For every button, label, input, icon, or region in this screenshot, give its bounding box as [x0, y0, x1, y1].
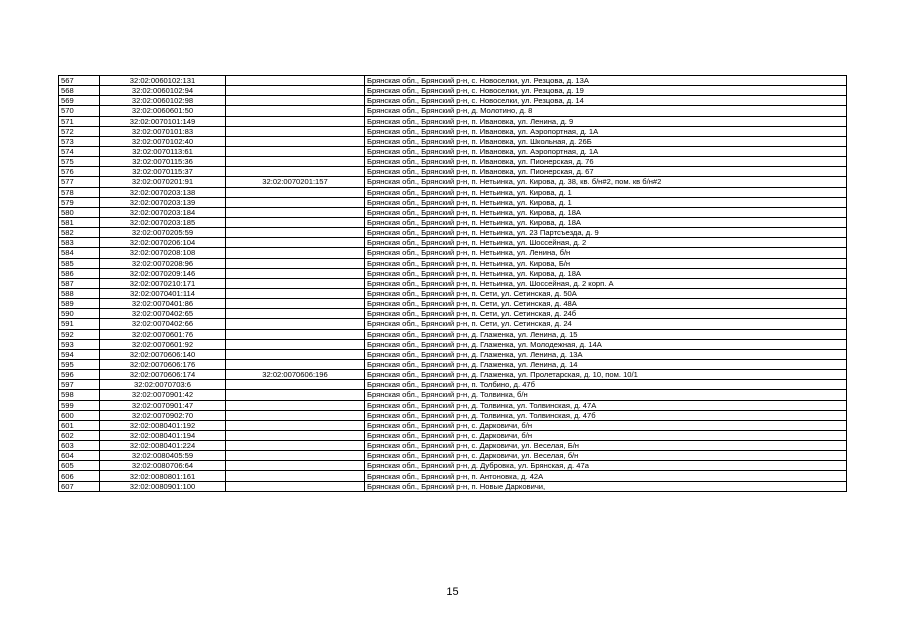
row-number-cell: 587 — [59, 278, 100, 288]
cadastral-number-cell: 32:02:0070101:149 — [100, 116, 226, 126]
cadastral-number-cell: 32:02:0070203:185 — [100, 217, 226, 227]
related-cadastral-number-cell — [226, 319, 365, 329]
row-number-cell: 590 — [59, 309, 100, 319]
related-cadastral-number-cell — [226, 217, 365, 227]
cadastral-number-cell: 32:02:0070203:139 — [100, 197, 226, 207]
cadastral-number-cell: 32:02:0070208:96 — [100, 258, 226, 268]
related-cadastral-number-cell — [226, 420, 365, 430]
cadastral-number-cell: 32:02:0070113:61 — [100, 146, 226, 156]
row-number-cell: 575 — [59, 157, 100, 167]
row-number-cell: 588 — [59, 288, 100, 298]
related-cadastral-number-cell — [226, 96, 365, 106]
related-cadastral-number-cell — [226, 481, 365, 491]
table-row — [59, 299, 847, 309]
table-row — [59, 390, 847, 400]
address-cell: Брянская обл., Брянский р-н, п. Нетьинка, ул. Кирова, д. 1 — [365, 187, 847, 197]
row-number-cell: 598 — [59, 390, 100, 400]
page-number: 15 — [446, 586, 459, 598]
table-row — [59, 167, 847, 177]
related-cadastral-number-cell — [226, 258, 365, 268]
address-cell: Брянская обл., Брянский р-н, д. Молотино, д. 8 — [365, 106, 847, 116]
row-number-cell: 604 — [59, 451, 100, 461]
table-row — [59, 126, 847, 136]
registry-table-body — [59, 76, 847, 492]
address-cell: Брянская обл., Брянский р-н, д. Глаженка, ул. Пролетарская, д. 10, пом. 10/1 — [365, 370, 847, 380]
cadastral-number-cell: 32:02:0070102:40 — [100, 136, 226, 146]
row-number-cell: 569 — [59, 96, 100, 106]
registry-table — [58, 75, 847, 492]
address-cell: Брянская обл., Брянский р-н, д. Глаженка, ул. Ленина, д. 13А — [365, 349, 847, 359]
related-cadastral-number-cell — [226, 461, 365, 471]
address-cell: Брянская обл., Брянский р-н, п. Нетьинка, ул. Ленина, б/н — [365, 248, 847, 258]
table-row — [59, 248, 847, 258]
address-cell: Брянская обл., Брянский р-н, п. Нетьинка, ул. Кирова, д. 38, кв. б/н#2, пом. кв б/н#2 — [365, 177, 847, 187]
cadastral-number-cell: 32:02:0070606:174 — [100, 370, 226, 380]
related-cadastral-number-cell: 32:02:0070201:157 — [226, 177, 365, 187]
related-cadastral-number-cell — [226, 390, 365, 400]
cadastral-number-cell: 32:02:0070902:70 — [100, 410, 226, 420]
table-row — [59, 329, 847, 339]
table-row — [59, 420, 847, 430]
row-number-cell: 600 — [59, 410, 100, 420]
related-cadastral-number-cell — [226, 197, 365, 207]
table-row — [59, 177, 847, 187]
address-cell: Брянская обл., Брянский р-н, с. Новоселки, ул. Резцова, д. 13А — [365, 76, 847, 86]
address-cell: Брянская обл., Брянский р-н, п. Ивановка, ул. Пионерская, д. 76 — [365, 157, 847, 167]
cadastral-number-cell: 32:02:0070206:104 — [100, 238, 226, 248]
row-number-cell: 585 — [59, 258, 100, 268]
address-cell: Брянская обл., Брянский р-н, п. Сети, ул. Сетинская, д. 24б — [365, 309, 847, 319]
table-row — [59, 268, 847, 278]
related-cadastral-number-cell — [226, 157, 365, 167]
row-number-cell: 605 — [59, 461, 100, 471]
address-cell: Брянская обл., Брянский р-н, с. Новоселки, ул. Резцова, д. 19 — [365, 86, 847, 96]
cadastral-number-cell: 32:02:0060601:50 — [100, 106, 226, 116]
table-row — [59, 481, 847, 491]
table-row — [59, 207, 847, 217]
address-cell: Брянская обл., Брянский р-н, с. Новоселки, ул. Резцова, д. 14 — [365, 96, 847, 106]
cadastral-number-cell: 32:02:0070101:83 — [100, 126, 226, 136]
table-row — [59, 228, 847, 238]
row-number-cell: 599 — [59, 400, 100, 410]
row-number-cell: 602 — [59, 430, 100, 440]
cadastral-number-cell: 32:02:0070115:37 — [100, 167, 226, 177]
table-row — [59, 430, 847, 440]
related-cadastral-number-cell — [226, 349, 365, 359]
address-cell: Брянская обл., Брянский р-н, п. Ивановка, ул. Пионерская, д. 67 — [365, 167, 847, 177]
cadastral-number-cell: 32:02:0080405:59 — [100, 451, 226, 461]
row-number-cell: 577 — [59, 177, 100, 187]
table-row — [59, 157, 847, 167]
address-cell: Брянская обл., Брянский р-н, д. Дубровка, ул. Брянская, д. 47а — [365, 461, 847, 471]
related-cadastral-number-cell — [226, 228, 365, 238]
cadastral-number-cell: 32:02:0060102:98 — [100, 96, 226, 106]
row-number-cell: 584 — [59, 248, 100, 258]
row-number-cell: 593 — [59, 339, 100, 349]
row-number-cell: 589 — [59, 299, 100, 309]
table-row — [59, 187, 847, 197]
row-number-cell: 606 — [59, 471, 100, 481]
row-number-cell: 583 — [59, 238, 100, 248]
cadastral-number-cell: 32:02:0080901:100 — [100, 481, 226, 491]
address-cell: Брянская обл., Брянский р-н, д. Толвинка, ул. Толвинская, д. 47б — [365, 410, 847, 420]
address-cell: Брянская обл., Брянский р-н, с. Дарковичи, ул. Веселая, б/н — [365, 451, 847, 461]
address-cell: Брянская обл., Брянский р-н, п. Ивановка, ул. Аэропортная, д. 1А — [365, 146, 847, 156]
row-number-cell: 586 — [59, 268, 100, 278]
address-cell: Брянская обл., Брянский р-н, д. Глаженка, ул. Ленина, д. 14 — [365, 359, 847, 369]
cadastral-number-cell: 32:02:0070203:138 — [100, 187, 226, 197]
related-cadastral-number-cell — [226, 288, 365, 298]
related-cadastral-number-cell — [226, 359, 365, 369]
address-cell: Брянская обл., Брянский р-н, п. Нетьинка, ул. Шоссейная, д. 2 — [365, 238, 847, 248]
related-cadastral-number-cell — [226, 126, 365, 136]
row-number-cell: 607 — [59, 481, 100, 491]
address-cell: Брянская обл., Брянский р-н, п. Нетьинка, ул. 23 Партсъезда, д. 9 — [365, 228, 847, 238]
address-cell: Брянская обл., Брянский р-н, п. Ивановка, ул. Ленина, д. 9 — [365, 116, 847, 126]
address-cell: Брянская обл., Брянский р-н, п. Антоновка, д. 42А — [365, 471, 847, 481]
table-row — [59, 116, 847, 126]
cadastral-number-cell: 32:02:0070606:140 — [100, 349, 226, 359]
row-number-cell: 570 — [59, 106, 100, 116]
table-row — [59, 86, 847, 96]
cadastral-number-cell: 32:02:0070208:108 — [100, 248, 226, 258]
cadastral-number-cell: 32:02:0070210:171 — [100, 278, 226, 288]
address-cell: Брянская обл., Брянский р-н, п. Ивановка, ул. Школьная, д. 26Б — [365, 136, 847, 146]
table-row — [59, 217, 847, 227]
related-cadastral-number-cell — [226, 248, 365, 258]
related-cadastral-number-cell — [226, 309, 365, 319]
related-cadastral-number-cell — [226, 187, 365, 197]
address-cell: Брянская обл., Брянский р-н, п. Нетьинка, ул. Кирова, д. 18А — [365, 217, 847, 227]
table-row — [59, 258, 847, 268]
row-number-cell: 601 — [59, 420, 100, 430]
related-cadastral-number-cell — [226, 146, 365, 156]
address-cell: Брянская обл., Брянский р-н, п. Сети, ул. Сетинская, д. 50А — [365, 288, 847, 298]
related-cadastral-number-cell — [226, 410, 365, 420]
table-row — [59, 76, 847, 86]
table-row — [59, 471, 847, 481]
cadastral-number-cell: 32:02:0060102:131 — [100, 76, 226, 86]
cadastral-number-cell: 32:02:0070402:66 — [100, 319, 226, 329]
cadastral-number-cell: 32:02:0070201:91 — [100, 177, 226, 187]
address-cell: Брянская обл., Брянский р-н, п. Сети, ул. Сетинская, д. 24 — [365, 319, 847, 329]
cadastral-number-cell: 32:02:0060102:94 — [100, 86, 226, 96]
table-row — [59, 349, 847, 359]
address-cell: Брянская обл., Брянский р-н, п. Нетьинка, ул. Кирова, д. 1 — [365, 197, 847, 207]
row-number-cell: 597 — [59, 380, 100, 390]
address-cell: Брянская обл., Брянский р-н, п. Толбино, д. 47б — [365, 380, 847, 390]
table-row — [59, 136, 847, 146]
related-cadastral-number-cell — [226, 471, 365, 481]
address-cell: Брянская обл., Брянский р-н, п. Нетьинка, ул. Шоссейная, д. 2 корп. А — [365, 278, 847, 288]
related-cadastral-number-cell — [226, 329, 365, 339]
table-row — [59, 238, 847, 248]
table-row — [59, 461, 847, 471]
related-cadastral-number-cell — [226, 400, 365, 410]
related-cadastral-number-cell — [226, 238, 365, 248]
table-row — [59, 410, 847, 420]
table-row — [59, 197, 847, 207]
cadastral-number-cell: 32:02:0080706:64 — [100, 461, 226, 471]
cadastral-number-cell: 32:02:0070401:114 — [100, 288, 226, 298]
related-cadastral-number-cell — [226, 380, 365, 390]
table-row — [59, 96, 847, 106]
related-cadastral-number-cell: 32:02:0070606:196 — [226, 370, 365, 380]
table-row — [59, 106, 847, 116]
cadastral-number-cell: 32:02:0080401:192 — [100, 420, 226, 430]
related-cadastral-number-cell — [226, 106, 365, 116]
related-cadastral-number-cell — [226, 339, 365, 349]
cadastral-number-cell: 32:02:0070901:47 — [100, 400, 226, 410]
cadastral-number-cell: 32:02:0070203:184 — [100, 207, 226, 217]
cadastral-number-cell: 32:02:0070115:36 — [100, 157, 226, 167]
related-cadastral-number-cell — [226, 278, 365, 288]
related-cadastral-number-cell — [226, 86, 365, 96]
row-number-cell: 603 — [59, 441, 100, 451]
row-number-cell: 568 — [59, 86, 100, 96]
row-number-cell: 574 — [59, 146, 100, 156]
related-cadastral-number-cell — [226, 136, 365, 146]
address-cell: Брянская обл., Брянский р-н, с. Дарковичи, б/н — [365, 420, 847, 430]
table-row — [59, 451, 847, 461]
row-number-cell: 567 — [59, 76, 100, 86]
cadastral-number-cell: 32:02:0070601:92 — [100, 339, 226, 349]
cadastral-number-cell: 32:02:0070402:65 — [100, 309, 226, 319]
address-cell: Брянская обл., Брянский р-н, с. Дарковичи, б/н — [365, 430, 847, 440]
cadastral-number-cell: 32:02:0070703:6 — [100, 380, 226, 390]
cadastral-number-cell: 32:02:0070205:59 — [100, 228, 226, 238]
address-cell: Брянская обл., Брянский р-н, п. Нетьинка, ул. Кирова, Б/н — [365, 258, 847, 268]
related-cadastral-number-cell — [226, 76, 365, 86]
table-row — [59, 309, 847, 319]
cadastral-number-cell: 32:02:0070401:86 — [100, 299, 226, 309]
row-number-cell: 573 — [59, 136, 100, 146]
row-number-cell: 594 — [59, 349, 100, 359]
table-row — [59, 288, 847, 298]
address-cell: Брянская обл., Брянский р-н, д. Толвинка, б/н — [365, 390, 847, 400]
row-number-cell: 596 — [59, 370, 100, 380]
table-row — [59, 380, 847, 390]
row-number-cell: 592 — [59, 329, 100, 339]
address-cell: Брянская обл., Брянский р-н, д. Глаженка, ул. Ленина, д. 15 — [365, 329, 847, 339]
related-cadastral-number-cell — [226, 207, 365, 217]
address-cell: Брянская обл., Брянский р-н, с. Дарковичи, ул. Веселая, Б/н — [365, 441, 847, 451]
table-row — [59, 146, 847, 156]
cadastral-number-cell: 32:02:0070901:42 — [100, 390, 226, 400]
address-cell: Брянская обл., Брянский р-н, д. Глаженка, ул. Молодежная, д. 14А — [365, 339, 847, 349]
row-number-cell: 591 — [59, 319, 100, 329]
row-number-cell: 581 — [59, 217, 100, 227]
related-cadastral-number-cell — [226, 268, 365, 278]
address-cell: Брянская обл., Брянский р-н, п. Сети, ул. Сетинская, д. 48А — [365, 299, 847, 309]
related-cadastral-number-cell — [226, 116, 365, 126]
row-number-cell: 578 — [59, 187, 100, 197]
related-cadastral-number-cell — [226, 299, 365, 309]
cadastral-number-cell: 32:02:0070606:176 — [100, 359, 226, 369]
table-row — [59, 339, 847, 349]
cadastral-number-cell: 32:02:0080801:161 — [100, 471, 226, 481]
address-cell: Брянская обл., Брянский р-н, д. Толвинка, ул. Толвинская, д. 47А — [365, 400, 847, 410]
related-cadastral-number-cell — [226, 451, 365, 461]
row-number-cell: 582 — [59, 228, 100, 238]
row-number-cell: 579 — [59, 197, 100, 207]
row-number-cell: 595 — [59, 359, 100, 369]
cadastral-number-cell: 32:02:0070601:76 — [100, 329, 226, 339]
cadastral-number-cell: 32:02:0080401:194 — [100, 430, 226, 440]
related-cadastral-number-cell — [226, 441, 365, 451]
address-cell: Брянская обл., Брянский р-н, п. Ивановка, ул. Аэропортная, д. 1А — [365, 126, 847, 136]
address-cell: Брянская обл., Брянский р-н, п. Нетьинка, ул. Кирова, д. 18А — [365, 207, 847, 217]
table-row — [59, 370, 847, 380]
row-number-cell: 576 — [59, 167, 100, 177]
table-row — [59, 359, 847, 369]
table-row — [59, 319, 847, 329]
related-cadastral-number-cell — [226, 167, 365, 177]
row-number-cell: 572 — [59, 126, 100, 136]
row-number-cell: 580 — [59, 207, 100, 217]
address-cell: Брянская обл., Брянский р-н, п. Нетьинка, ул. Кирова, д. 18А — [365, 268, 847, 278]
row-number-cell: 571 — [59, 116, 100, 126]
cadastral-number-cell: 32:02:0080401:224 — [100, 441, 226, 451]
table-row — [59, 400, 847, 410]
address-cell: Брянская обл., Брянский р-н, п. Новые Дарковичи, — [365, 481, 847, 491]
table-row — [59, 441, 847, 451]
cadastral-number-cell: 32:02:0070209:146 — [100, 268, 226, 278]
table-row — [59, 278, 847, 288]
related-cadastral-number-cell — [226, 430, 365, 440]
